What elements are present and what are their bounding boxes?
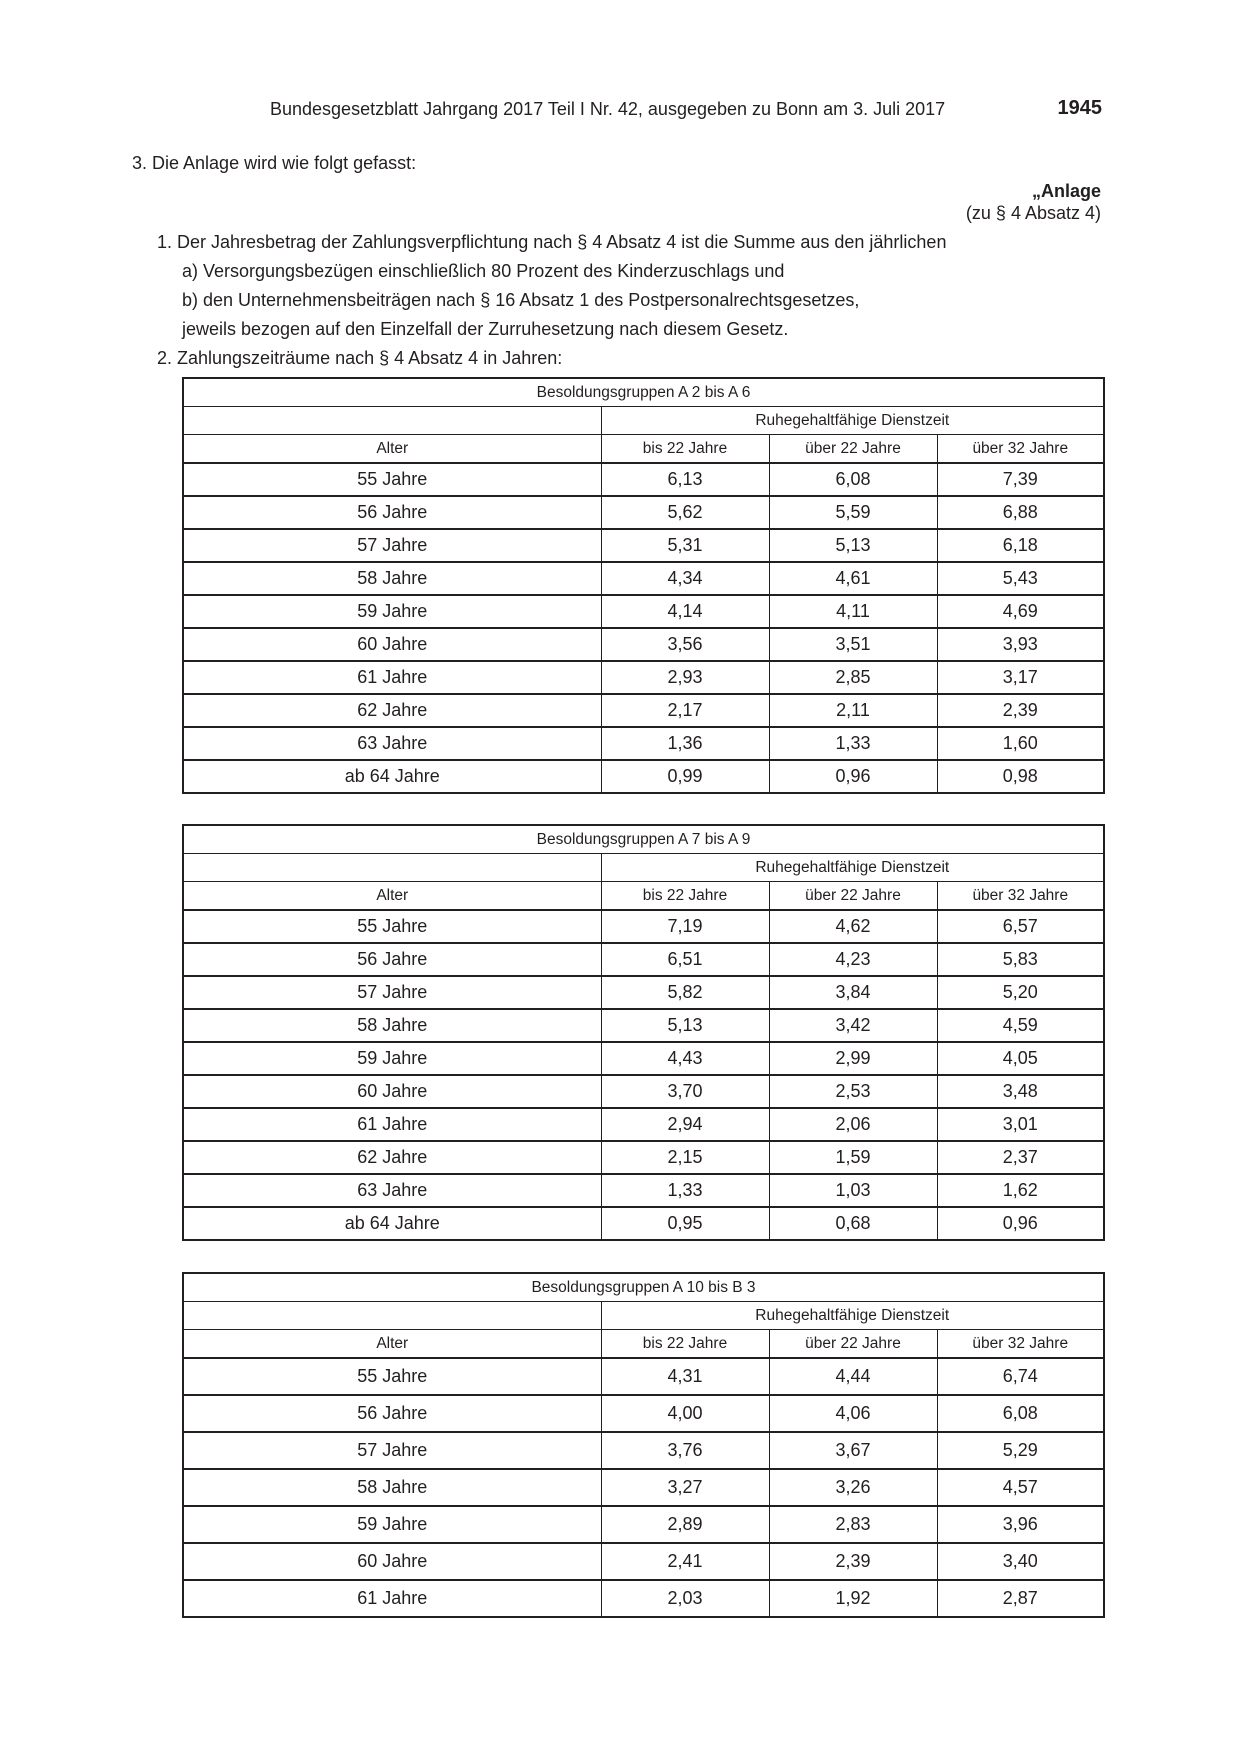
age-cell: 60 Jahre: [183, 1543, 601, 1580]
table-title: Besoldungsgruppen A 2 bis A 6: [183, 378, 1104, 407]
value-cell: 2,06: [769, 1108, 937, 1141]
age-cell: 55 Jahre: [183, 910, 601, 943]
age-cell: 59 Jahre: [183, 595, 601, 628]
list-item-1-note: jeweils bezogen auf den Einzelfall der Zurruhesetzung nach diesem Gesetz.: [182, 319, 789, 339]
value-cell: 3,67: [769, 1432, 937, 1469]
value-cell: 2,83: [769, 1506, 937, 1543]
value-cell: 5,83: [937, 943, 1104, 976]
value-cell: 4,34: [601, 562, 769, 595]
age-cell: 56 Jahre: [183, 1395, 601, 1432]
table-a10-b3: [182, 1272, 1105, 1618]
value-cell: 4,44: [769, 1358, 937, 1395]
age-cell: 57 Jahre: [183, 976, 601, 1009]
value-cell: 3,40: [937, 1543, 1104, 1580]
column-header: über 22 Jahre: [769, 1330, 937, 1359]
value-cell: 4,59: [937, 1009, 1104, 1042]
value-cell: 3,76: [601, 1432, 769, 1469]
group-header: Ruhegehaltfähige Dienstzeit: [601, 854, 1104, 882]
table-row: [183, 1141, 1104, 1174]
age-cell: ab 64 Jahre: [183, 1207, 601, 1240]
value-cell: 6,74: [937, 1358, 1104, 1395]
age-cell: 59 Jahre: [183, 1506, 601, 1543]
value-cell: 2,89: [601, 1506, 769, 1543]
value-cell: 4,05: [937, 1042, 1104, 1075]
running-header: Bundesgesetzblatt Jahrgang 2017 Teil I Nr. 42, ausgegeben zu Bonn am 3. Juli 2017: [270, 99, 946, 119]
value-cell: 1,36: [601, 727, 769, 760]
age-cell: 58 Jahre: [183, 562, 601, 595]
age-cell: 63 Jahre: [183, 727, 601, 760]
value-cell: 2,11: [769, 694, 937, 727]
table-row: [183, 727, 1104, 760]
age-cell: 62 Jahre: [183, 694, 601, 727]
value-cell: 5,13: [601, 1009, 769, 1042]
column-header: bis 22 Jahre: [601, 435, 769, 464]
column-header-row: [183, 1330, 1104, 1359]
intro-line: 3. Die Anlage wird wie folgt gefasst:: [132, 153, 417, 173]
value-cell: 4,62: [769, 910, 937, 943]
value-cell: 5,62: [601, 496, 769, 529]
table-row: [183, 943, 1104, 976]
table-row: [183, 529, 1104, 562]
value-cell: 1,59: [769, 1141, 937, 1174]
table-row: [183, 1580, 1104, 1617]
value-cell: 3,70: [601, 1075, 769, 1108]
table-row: [183, 1506, 1104, 1543]
value-cell: 7,19: [601, 910, 769, 943]
table-row: [183, 562, 1104, 595]
column-header: bis 22 Jahre: [601, 882, 769, 911]
value-cell: 2,03: [601, 1580, 769, 1617]
age-cell: 60 Jahre: [183, 628, 601, 661]
value-cell: 3,42: [769, 1009, 937, 1042]
value-cell: 2,39: [769, 1543, 937, 1580]
empty-header-cell: [183, 854, 601, 882]
column-header: über 32 Jahre: [937, 882, 1104, 911]
value-cell: 1,60: [937, 727, 1104, 760]
value-cell: 4,00: [601, 1395, 769, 1432]
value-cell: 3,01: [937, 1108, 1104, 1141]
table-row: [183, 976, 1104, 1009]
age-cell: 57 Jahre: [183, 529, 601, 562]
list-item-1b: b) den Unternehmensbeiträgen nach § 16 Absatz 1 des Postpersonalrechtsgesetzes,: [182, 290, 860, 310]
value-cell: 5,20: [937, 976, 1104, 1009]
value-cell: 1,33: [601, 1174, 769, 1207]
empty-header-cell: [183, 407, 601, 435]
column-header: über 22 Jahre: [769, 435, 937, 464]
value-cell: 2,17: [601, 694, 769, 727]
age-cell: 63 Jahre: [183, 1174, 601, 1207]
age-cell: 59 Jahre: [183, 1042, 601, 1075]
value-cell: 6,51: [601, 943, 769, 976]
table-title: Besoldungsgruppen A 10 bis B 3: [183, 1273, 1104, 1302]
age-cell: 61 Jahre: [183, 1580, 601, 1617]
empty-header-cell: [183, 1302, 601, 1330]
value-cell: 2,15: [601, 1141, 769, 1174]
value-cell: 2,41: [601, 1543, 769, 1580]
column-header: Alter: [183, 435, 601, 464]
table-row: [183, 463, 1104, 496]
column-header: über 32 Jahre: [937, 1330, 1104, 1359]
value-cell: 1,33: [769, 727, 937, 760]
column-header: über 32 Jahre: [937, 435, 1104, 464]
value-cell: 3,51: [769, 628, 937, 661]
value-cell: 1,03: [769, 1174, 937, 1207]
value-cell: 2,85: [769, 661, 937, 694]
value-cell: 4,61: [769, 562, 937, 595]
value-cell: 5,59: [769, 496, 937, 529]
table-row: [183, 1432, 1104, 1469]
value-cell: 4,43: [601, 1042, 769, 1075]
value-cell: 1,92: [769, 1580, 937, 1617]
value-cell: 3,84: [769, 976, 937, 1009]
anlage-reference: (zu § 4 Absatz 4): [965, 203, 1101, 223]
group-header: Ruhegehaltfähige Dienstzeit: [601, 1302, 1104, 1330]
value-cell: 3,26: [769, 1469, 937, 1506]
table-row: [183, 1009, 1104, 1042]
value-cell: 2,37: [937, 1141, 1104, 1174]
age-cell: 56 Jahre: [183, 496, 601, 529]
age-cell: 55 Jahre: [183, 463, 601, 496]
group-header: Ruhegehaltfähige Dienstzeit: [601, 407, 1104, 435]
table-row: [183, 661, 1104, 694]
value-cell: 5,31: [601, 529, 769, 562]
value-cell: 2,99: [769, 1042, 937, 1075]
table-title: Besoldungsgruppen A 7 bis A 9: [183, 825, 1104, 854]
value-cell: 3,56: [601, 628, 769, 661]
value-cell: 6,88: [937, 496, 1104, 529]
table-a2-a6: [182, 377, 1105, 794]
table-row: [183, 1543, 1104, 1580]
value-cell: 0,98: [937, 760, 1104, 793]
value-cell: 4,69: [937, 595, 1104, 628]
age-cell: 55 Jahre: [183, 1358, 601, 1395]
table-row: [183, 1358, 1104, 1395]
value-cell: 3,93: [937, 628, 1104, 661]
age-cell: 61 Jahre: [183, 661, 601, 694]
value-cell: 6,18: [937, 529, 1104, 562]
value-cell: 6,08: [769, 463, 937, 496]
column-header: über 22 Jahre: [769, 882, 937, 911]
value-cell: 2,93: [601, 661, 769, 694]
value-cell: 7,39: [937, 463, 1104, 496]
value-cell: 4,11: [769, 595, 937, 628]
column-header-row: [183, 882, 1104, 911]
age-cell: 56 Jahre: [183, 943, 601, 976]
table-row: [183, 1075, 1104, 1108]
value-cell: 5,82: [601, 976, 769, 1009]
value-cell: 2,87: [937, 1580, 1104, 1617]
value-cell: 4,57: [937, 1469, 1104, 1506]
age-cell: 62 Jahre: [183, 1141, 601, 1174]
value-cell: 5,13: [769, 529, 937, 562]
table-row: [183, 496, 1104, 529]
table-row: [183, 1174, 1104, 1207]
value-cell: 4,23: [769, 943, 937, 976]
table-row: [183, 1395, 1104, 1432]
value-cell: 3,27: [601, 1469, 769, 1506]
age-cell: 60 Jahre: [183, 1075, 601, 1108]
value-cell: 6,57: [937, 910, 1104, 943]
age-cell: ab 64 Jahre: [183, 760, 601, 793]
table-row: [183, 1042, 1104, 1075]
value-cell: 1,62: [937, 1174, 1104, 1207]
table-row: [183, 910, 1104, 943]
value-cell: 0,99: [601, 760, 769, 793]
table-row: [183, 1108, 1104, 1141]
list-item-1a: a) Versorgungsbezügen einschließlich 80 Prozent des Kinderzuschlags und: [182, 261, 785, 281]
table-a7-a9: [182, 824, 1105, 1241]
value-cell: 0,96: [769, 760, 937, 793]
value-cell: 5,29: [937, 1432, 1104, 1469]
value-cell: 0,96: [937, 1207, 1104, 1240]
table-row: [183, 628, 1104, 661]
column-header-row: [183, 435, 1104, 464]
value-cell: 4,06: [769, 1395, 937, 1432]
list-item-2: 2. Zahlungszeiträume nach § 4 Absatz 4 in Jahren:: [157, 348, 563, 368]
list-item-1: 1. Der Jahresbetrag der Zahlungsverpflichtung nach § 4 Absatz 4 ist die Summe aus den jährlichen: [157, 232, 947, 252]
table-row: [183, 1469, 1104, 1506]
value-cell: 2,39: [937, 694, 1104, 727]
age-cell: 57 Jahre: [183, 1432, 601, 1469]
value-cell: 5,43: [937, 562, 1104, 595]
value-cell: 6,13: [601, 463, 769, 496]
anlage-title: „Anlage: [1031, 181, 1101, 201]
value-cell: 6,08: [937, 1395, 1104, 1432]
value-cell: 3,48: [937, 1075, 1104, 1108]
column-header: Alter: [183, 1330, 601, 1359]
age-cell: 58 Jahre: [183, 1009, 601, 1042]
value-cell: 2,94: [601, 1108, 769, 1141]
column-header: Alter: [183, 882, 601, 911]
table-row: [183, 694, 1104, 727]
table-row: [183, 1207, 1104, 1240]
page-number: 1945: [1057, 97, 1102, 119]
value-cell: 0,95: [601, 1207, 769, 1240]
table-row: [183, 760, 1104, 793]
value-cell: 4,14: [601, 595, 769, 628]
value-cell: 3,96: [937, 1506, 1104, 1543]
value-cell: 3,17: [937, 661, 1104, 694]
value-cell: 0,68: [769, 1207, 937, 1240]
value-cell: 2,53: [769, 1075, 937, 1108]
table-row: [183, 595, 1104, 628]
age-cell: 61 Jahre: [183, 1108, 601, 1141]
value-cell: 4,31: [601, 1358, 769, 1395]
column-header: bis 22 Jahre: [601, 1330, 769, 1359]
age-cell: 58 Jahre: [183, 1469, 601, 1506]
